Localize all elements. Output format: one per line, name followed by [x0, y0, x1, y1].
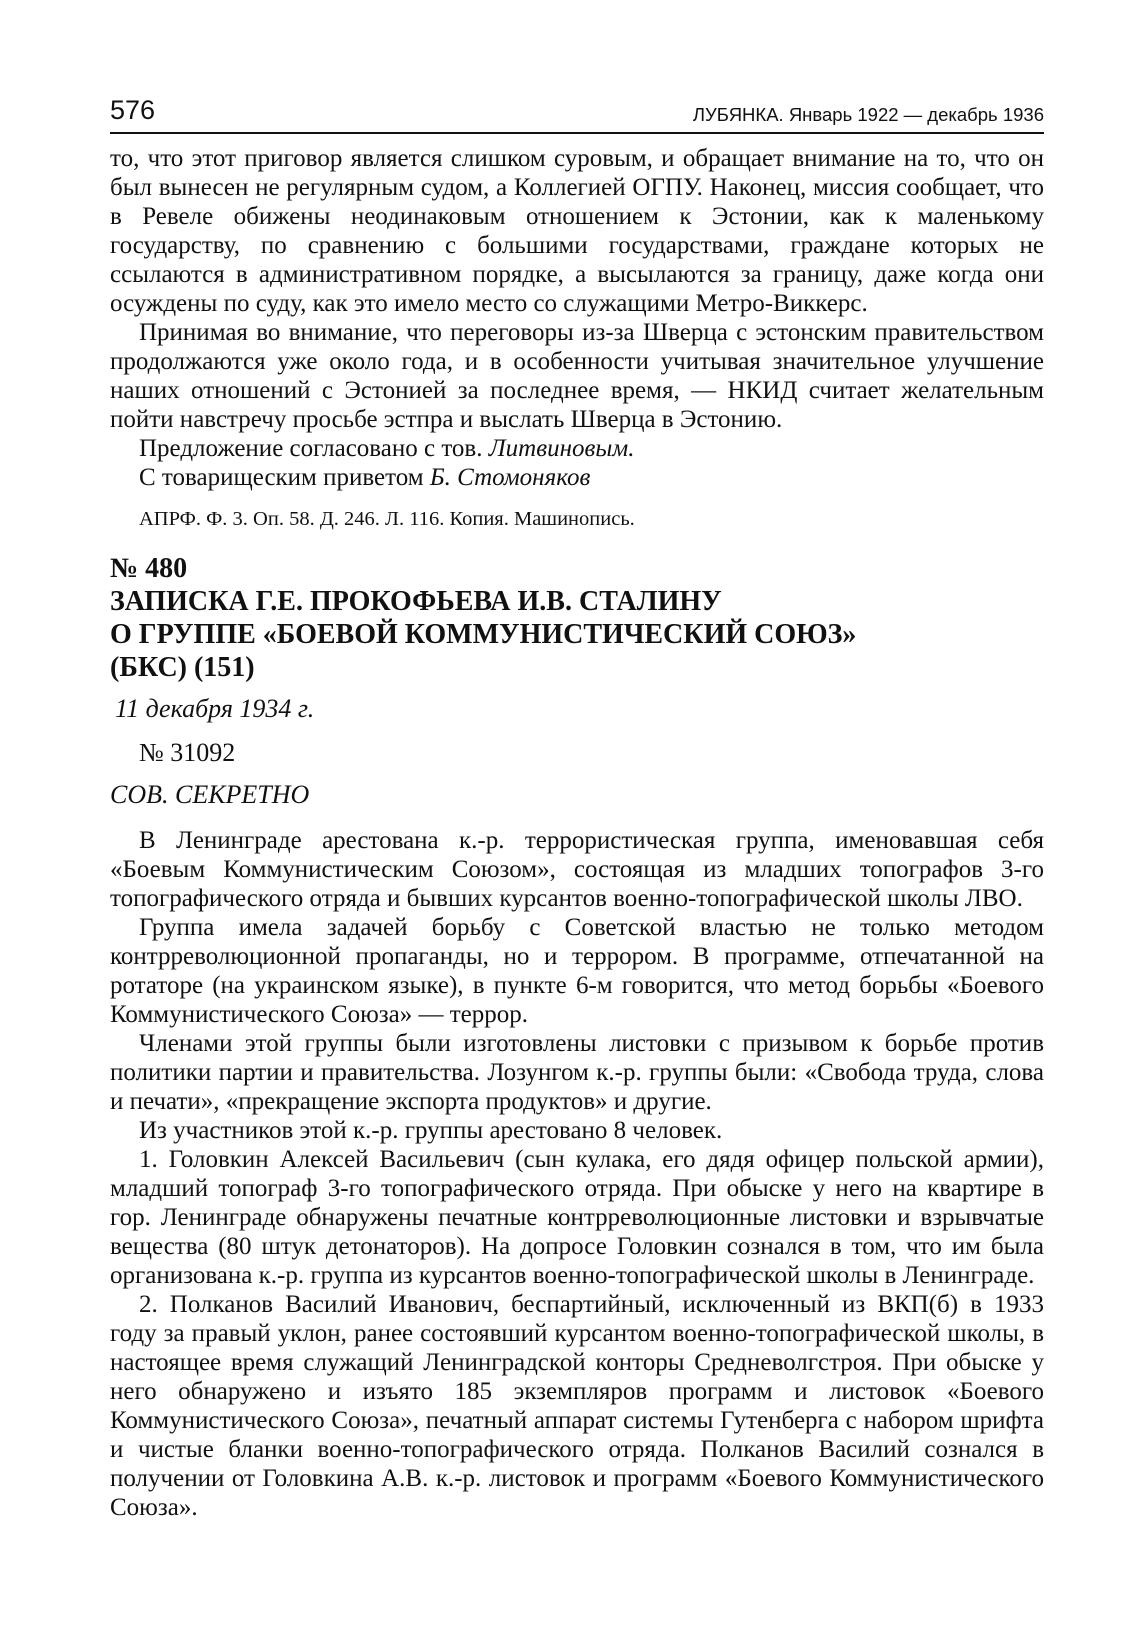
- agreement-line: [110, 434, 1044, 463]
- running-header: [110, 96, 1044, 134]
- document-date: 11 декабря 1934 г.: [115, 694, 315, 723]
- signature-name: Б. Стомоняков: [429, 464, 591, 491]
- continuation-paragraph: Принимая во внимание, что переговоры из-за Шверца с эстонским правительством продолжаются уже около года, и в особенности учитывая значительное улучшение наших отношений с Эстонией за последнее время, — НКИД считает желательным пойти навстречу просьбе эстпра и выслать Шверца в Эстонию.: [110, 319, 1044, 433]
- document-title-line: О ГРУППЕ «БОЕВОЙ КОММУНИСТИЧЕСКИЙ СОЮЗ»: [110, 619, 857, 650]
- body-paragraph: В Ленинграде арестована к.-р. террористическая группа, именовавшая себя «Боевым Коммунистическим Союзом», состоящая из младших топографов 3-го топографического отряда и бывших курсантов военно-топографической школы ЛВО.: [110, 827, 1044, 912]
- body-paragraph: Членами этой группы были изготовлены листовки с призывом к борьбе против политики партии и правительства. Лозунгом к.-р. группы были: «Свобода труда, слова и печати», «прекращение экспорта продуктов» и другие.: [110, 1030, 1044, 1115]
- registration-number: № 31092: [139, 738, 236, 767]
- archive-reference: АПРФ. Ф. 3. Оп. 58. Д. 246. Л. 116. Копия. Машинопись.: [139, 508, 635, 530]
- running-title: ЛУБЯНКА. Январь 1922 — декабрь 1936: [692, 104, 1044, 125]
- secrecy-classification: СОВ. СЕКРЕТНО: [110, 780, 310, 809]
- body-paragraph: 1. Головкин Алексей Васильевич (сын кулака, его дядя офицер польской армии), младший топограф 3-го топографического отряда. При обыске у него на квартире в гор. Ленинграде обнаружены печатные контрреволюционные листовки и взрывчатые вещества (80 штук детонаторов). На допросе Головкин сознался в том, что им была организована к.-р. группа из курсантов военно-топографической школы в Ленинграде.: [110, 1146, 1044, 1289]
- document-number: № 480: [110, 553, 188, 584]
- body-paragraph: Группа имела задачей борьбу с Советской властью не только методом контрреволюционной пропаганды, но и террором. В программе, отпечатанной на ротаторе (на украинском языке), в пункте 6-м говорится, что метод борьбы «Боевого Коммунистического Союза» — террор.: [110, 914, 1044, 1028]
- agreement-text: Предложение согласовано с тов.: [139, 435, 489, 462]
- page-number: 576: [110, 95, 156, 125]
- page-content: [110, 144, 1044, 1522]
- agreement-name: Литвиновым.: [488, 435, 635, 462]
- document-title-line: ЗАПИСКА Г.Е. ПРОКОФЬЕВА И.В. СТАЛИНУ: [110, 586, 722, 617]
- document-title-line: (БКС) (151): [110, 652, 255, 683]
- document-heading: [110, 552, 1044, 810]
- continuation-paragraph: то, что этот приговор является слишком суровым, и обращает внимание на то, что он был вынесен не регулярным судом, а Коллегией ОГПУ. Наконец, миссия сообщает, что в Ревеле обижены неодинаковым отношением к Эстонии, как к маленькому государству, по сравнению с большими государствами, граждане которых не ссылаются в административном порядке, а высылаются за границу, даже когда они осуждены по суду, как это имело место со служащими Метро-Виккерс.: [110, 145, 1044, 317]
- body-paragraph: Из участников этой к.-р. группы арестовано 8 человек.: [139, 1117, 723, 1144]
- body-paragraph: 2. Полканов Василий Иванович, беспартийный, исключенный из ВКП(б) в 1933 году за правый уклон, ранее состоявший курсантом военно-топографической школы, в настоящее время служащий Ленинградской конторы Средневолгстроя. При обыске у него обнаружено и изъято 185 экземпляров программ и листовок «Боевого Коммунистического Союза», печатный аппарат системы Гутенберга с набором шрифта и чистые бланки военно-топографического отряда. Полканов Василий сознался в получении от Головкина А.В. к.-р. листовок и программ «Боевого Коммунистического Союза».: [110, 1291, 1044, 1521]
- signature-line: [110, 463, 1044, 492]
- signature-text: С товарищеским приветом: [139, 464, 430, 491]
